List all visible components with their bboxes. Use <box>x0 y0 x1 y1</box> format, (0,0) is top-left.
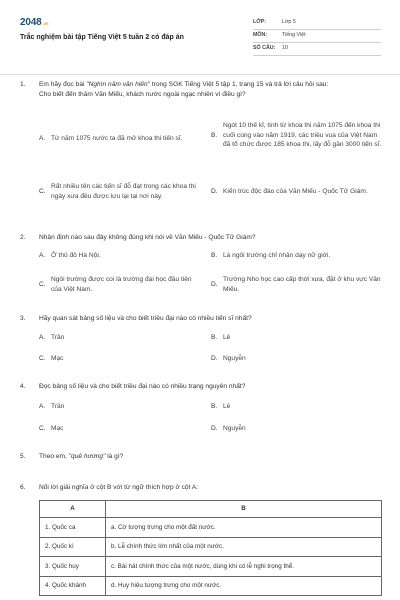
document-header <box>20 14 382 62</box>
question-subtext: Cho biết đến thăm Văn Miếu, khách nước ngoài ngạc nhiên vì điều gì? <box>39 90 246 98</box>
option-text: Mạc <box>51 355 64 362</box>
option-text: Trần <box>51 334 65 341</box>
question-6 <box>20 483 382 493</box>
meta-row-subject <box>253 30 381 43</box>
question-2 <box>20 233 382 243</box>
question-number: 4. <box>20 383 26 390</box>
question-5 <box>20 452 382 462</box>
option-3b[interactable] <box>211 333 382 343</box>
option-letter: C. <box>39 425 46 432</box>
meta-row-class <box>253 17 381 30</box>
option-text: Từ năm 1075 nước ta đã mở khoa thi tiến sĩ. <box>51 135 183 142</box>
table-header-row <box>40 501 382 518</box>
option-letter: B. <box>211 334 218 341</box>
option-letter: A. <box>39 252 46 259</box>
question-text: Theo em, "quê hương" là gì? <box>39 453 124 460</box>
meta-value: Lớp 5 <box>282 19 296 26</box>
meta-box <box>253 17 381 56</box>
option-text: Rất nhiều tên các tiến sĩ đỗ đạt trong các khoa thi ngày xưa đều được lưu lại tại nơi này. <box>51 183 196 200</box>
option-text: Trường Nho học cao cấp thời xưa, đặt ở khu vực Văn Miếu. <box>223 276 381 293</box>
option-letter: C. <box>39 187 46 195</box>
option-4a[interactable] <box>39 402 199 412</box>
table-cell: b. Lễ chính thức lớn nhất của một nước. <box>106 537 382 557</box>
option-letter: D. <box>211 280 218 288</box>
table-cell: 2. Quốc kì <box>40 537 106 557</box>
option-letter: A. <box>39 135 46 142</box>
option-letter: D. <box>211 188 218 195</box>
option-letter: B. <box>211 403 218 410</box>
meta-key: LỚP: <box>253 19 267 26</box>
document-title: Trắc nghiệm bài tập Tiếng Việt 5 tuần 2 có đáp án <box>20 34 184 41</box>
table-row <box>40 537 382 557</box>
option-letter: B. <box>211 252 218 259</box>
option-text: Kiến trúc độc đáo của Văn Miếu - Quốc Tử Giám. <box>223 188 368 195</box>
option-4c[interactable] <box>39 424 199 434</box>
option-letter: D. <box>211 425 218 432</box>
option-letter: C. <box>39 355 46 362</box>
site-logo[interactable]: 2048.vn <box>20 17 49 28</box>
option-text: Ngót 10 thế kỉ, tính từ khoa thi năm 1075 đến khoa thi cuối cùng vào năm 1919, các triều vua của Việt Nam đã tổ chức được 185 khoa thi, lấy đỗ gần 3000 tiến sĩ. <box>223 122 382 149</box>
option-1a[interactable] <box>39 134 199 144</box>
option-4b[interactable] <box>211 402 382 412</box>
matching-table <box>39 500 382 596</box>
option-3c[interactable] <box>39 354 199 364</box>
column-header-b: B <box>106 501 382 518</box>
question-4 <box>20 382 382 392</box>
table-cell: a. Cờ tượng trưng cho một đất nước. <box>106 518 382 538</box>
option-4d[interactable] <box>211 424 382 434</box>
option-text: Ở thủ đô Hà Nội. <box>51 252 101 259</box>
question-number: 5. <box>20 453 26 460</box>
option-text: Nguyễn <box>223 355 246 362</box>
option-2c[interactable] <box>39 275 199 294</box>
table-cell: 1. Quốc ca <box>40 518 106 538</box>
option-letter: D. <box>211 355 218 362</box>
option-3d[interactable] <box>211 354 382 364</box>
option-1c[interactable] <box>39 182 204 201</box>
option-2a[interactable] <box>39 251 199 261</box>
question-1 <box>20 80 382 99</box>
meta-key: MÔN: <box>253 32 268 39</box>
question-number: 1. <box>20 81 26 88</box>
option-text: Ngôi trường được coi là trường đại học đầu tiên của Việt Nam. <box>51 276 192 293</box>
question-number: 6. <box>20 484 26 491</box>
option-letter: B. <box>211 131 218 139</box>
table-row <box>40 557 382 577</box>
option-2d[interactable] <box>211 275 382 294</box>
table-cell: 3. Quốc huy <box>40 557 106 577</box>
question-text: Nhận định nào sau đây không đúng khi nói về Văn Miếu - Quốc Tử Giám? <box>39 234 256 241</box>
meta-value: Tiếng Việt <box>282 32 306 39</box>
question-text: Đọc bảng số liệu và cho biết triều đại nào có nhiều trạng nguyên nhất? <box>39 383 246 390</box>
table-cell: d. Huy hiệu tượng trưng cho một nước. <box>106 576 382 596</box>
table-cell: c. Bài hát chính thức của một nước, dùng khi có lễ nghi trọng thể. <box>106 557 382 577</box>
table-cell: 4. Quốc khánh <box>40 576 106 596</box>
question-text: Nối lời giải nghĩa ở cột B với từ ngữ thích hợp ở cột A: <box>39 484 199 491</box>
option-text: Trần <box>51 403 65 410</box>
option-letter: A. <box>39 334 46 341</box>
question-number: 2. <box>20 234 26 241</box>
option-text: Là ngôi trường chỉ nhận dạy nữ giới. <box>223 252 331 259</box>
option-text: Mạc <box>51 425 64 432</box>
option-1d[interactable] <box>211 187 382 197</box>
question-number: 3. <box>20 315 26 322</box>
option-letter: C. <box>39 280 46 288</box>
option-text: Nguyễn <box>223 425 246 432</box>
column-header-a: A <box>40 501 106 518</box>
meta-value: 10 <box>282 45 288 52</box>
question-text: Hãy quan sát bảng số liệu và cho biết triều đại nào có nhiều tiến sĩ nhất? <box>39 315 252 322</box>
table-row <box>40 518 382 538</box>
question-3 <box>20 314 382 324</box>
option-text: Lê <box>223 403 231 410</box>
question-text: Em hãy đọc bài "Nghìn năm văn hiến" trong SGK Tiếng Việt 5 tập 1, trang 15 và trả lời câu hỏi sau: <box>39 81 329 88</box>
option-3a[interactable] <box>39 333 199 343</box>
meta-row-count <box>253 43 381 56</box>
table-row <box>40 576 382 596</box>
meta-key: SỐ CÂU: <box>253 45 276 52</box>
option-2b[interactable] <box>211 251 382 261</box>
option-letter: A. <box>39 403 46 410</box>
header-divider <box>0 74 400 75</box>
option-text: Lê <box>223 334 231 341</box>
option-1b[interactable] <box>211 121 382 150</box>
